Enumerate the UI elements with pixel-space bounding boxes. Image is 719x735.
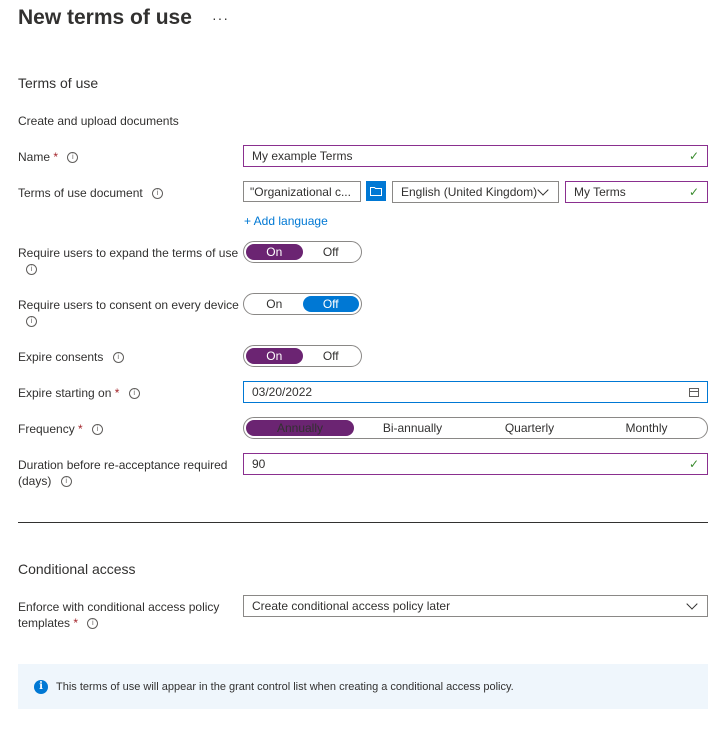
frequency-label xyxy=(18,421,103,437)
create-upload-subheading: Create and upload documents xyxy=(18,114,179,128)
chevron-down-icon xyxy=(537,184,548,195)
frequency-selector[interactable] xyxy=(243,417,708,439)
required-asterisk: * xyxy=(53,150,59,164)
enforce-policy-value: Create conditional access policy later xyxy=(252,599,451,613)
duration-value: 90 xyxy=(252,457,266,471)
enforce-policy-dropdown[interactable] xyxy=(243,595,708,617)
folder-icon xyxy=(370,186,382,196)
enforce-label-line2: templates xyxy=(18,616,71,630)
terms-document-label xyxy=(18,185,163,201)
document-file-input[interactable] xyxy=(243,181,361,202)
enforce-label-line1: Enforce with conditional access policy xyxy=(18,600,220,614)
consent-off-option[interactable]: Off xyxy=(303,296,360,312)
checkmark-icon: ✓ xyxy=(688,149,699,163)
checkmark-icon: ✓ xyxy=(688,457,699,471)
document-file-value: "Organizational c... xyxy=(250,184,351,199)
info-icon[interactable]: i xyxy=(92,424,103,435)
required-asterisk: * xyxy=(78,422,83,436)
calendar-icon[interactable] xyxy=(689,388,699,397)
expand-label-text: Require users to expand the terms of use xyxy=(18,246,239,260)
more-options-button[interactable]: ··· xyxy=(212,10,229,26)
enforce-label xyxy=(18,599,219,631)
document-display-name-value: My Terms xyxy=(574,185,626,199)
duration-label-line1: Duration before re-acceptance required xyxy=(18,458,228,472)
section-divider xyxy=(18,522,708,523)
expire-off-option[interactable]: Off xyxy=(322,349,339,363)
info-message-text: This terms of use will appear in the grant control list when creating a conditional access policy. xyxy=(56,680,514,693)
expire-consents-label-text: Expire consents xyxy=(18,350,104,364)
info-icon[interactable]: i xyxy=(61,476,72,487)
chevron-down-icon xyxy=(686,598,697,609)
duration-label xyxy=(18,457,227,489)
required-asterisk: * xyxy=(73,616,79,630)
expire-start-date-input[interactable] xyxy=(243,381,708,403)
terms-document-label-text: Terms of use document xyxy=(18,186,143,200)
info-icon[interactable]: i xyxy=(26,264,37,275)
browse-folder-button[interactable] xyxy=(366,181,386,201)
terms-section-heading: Terms of use xyxy=(18,75,99,91)
page-title: New terms of use xyxy=(18,6,192,29)
add-language-link[interactable]: + Add language xyxy=(244,214,328,228)
expire-start-label-text: Expire starting on xyxy=(18,386,112,400)
consent-every-device-label xyxy=(18,297,239,329)
conditional-access-heading: Conditional access xyxy=(18,561,136,577)
required-asterisk: * xyxy=(114,386,120,400)
frequency-option-bi-annually[interactable]: Bi-annually xyxy=(382,421,443,435)
name-label xyxy=(18,149,78,165)
checkmark-icon: ✓ xyxy=(688,185,699,199)
info-icon[interactable]: i xyxy=(67,152,78,163)
name-label-text: Name xyxy=(18,150,51,164)
expand-label xyxy=(18,245,238,277)
name-input[interactable] xyxy=(243,145,708,167)
expand-off-option[interactable]: Off xyxy=(322,245,339,259)
name-input-value: My example Terms xyxy=(252,149,353,163)
consent-every-device-label-text: Require users to consent on every device xyxy=(18,298,239,312)
info-icon[interactable]: i xyxy=(129,388,140,399)
consent-on-option[interactable]: On xyxy=(266,297,283,311)
info-icon[interactable]: i xyxy=(26,316,37,327)
expire-consents-toggle[interactable] xyxy=(243,345,362,367)
frequency-option-monthly[interactable]: Monthly xyxy=(625,421,668,435)
info-icon[interactable]: i xyxy=(152,188,163,199)
language-dropdown[interactable] xyxy=(392,181,559,203)
duration-label-line2: (days) xyxy=(18,474,52,488)
info-message-bar xyxy=(18,664,708,709)
frequency-option-quarterly[interactable]: Quarterly xyxy=(504,421,555,435)
expire-start-label xyxy=(18,385,140,401)
document-display-name-input[interactable] xyxy=(565,181,708,203)
expire-consents-label xyxy=(18,349,124,365)
frequency-option-annually[interactable]: Annually xyxy=(246,420,354,436)
expire-on-option[interactable]: On xyxy=(246,348,303,364)
expand-toggle[interactable] xyxy=(243,241,362,263)
language-value: English (United Kingdom) xyxy=(401,185,538,199)
info-icon[interactable]: i xyxy=(113,352,124,363)
expand-on-option[interactable]: On xyxy=(246,244,303,260)
duration-input[interactable] xyxy=(243,453,708,475)
info-icon[interactable]: i xyxy=(87,618,98,629)
consent-every-device-toggle[interactable] xyxy=(243,293,362,315)
frequency-label-text: Frequency xyxy=(18,422,75,436)
info-icon: i xyxy=(34,680,48,694)
expire-start-date-value: 03/20/2022 xyxy=(252,385,313,399)
